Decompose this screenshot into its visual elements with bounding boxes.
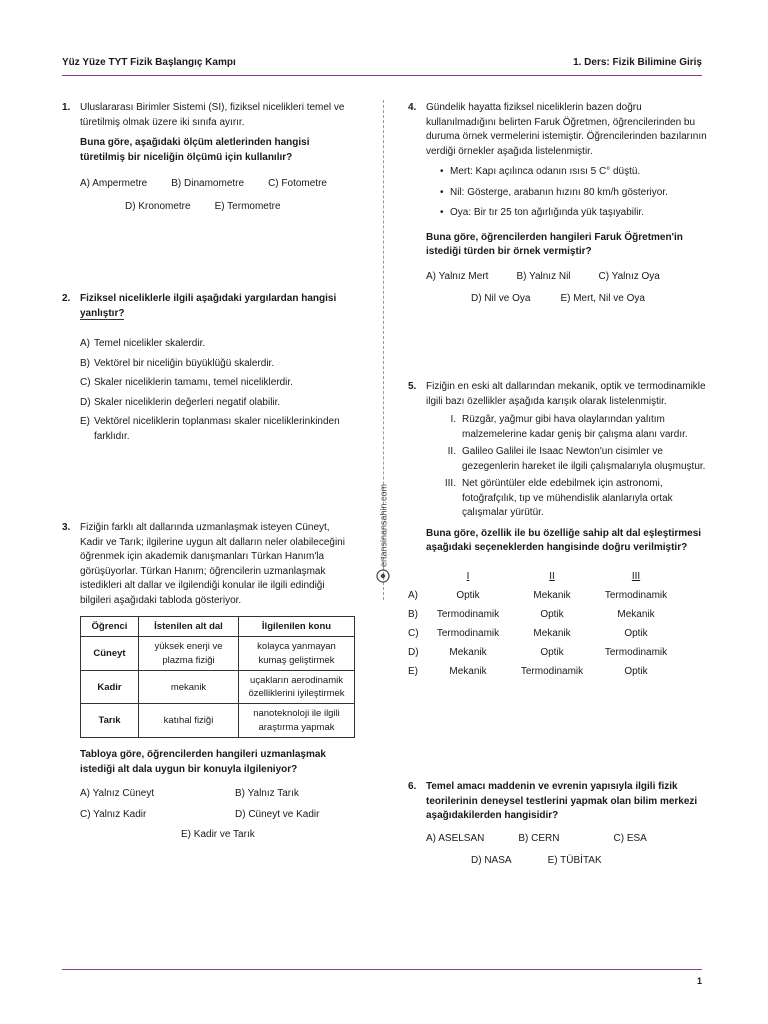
option-b[interactable]: B) CERN [518,832,560,844]
column-header: III [631,570,641,582]
option-d[interactable]: D) NASA [471,855,512,866]
option-c[interactable]: C) Yalnız Kadir [80,808,147,820]
option-label: E) [80,416,90,427]
question-intro: Uluslararası Birimler Sistemi (SI), fiziksel nicelikleri temel ve türetilmiş olmak üzere iki sınıfa ayırır. [80,102,345,128]
option-c[interactable]: C) Yalnız Oya [598,270,660,282]
option-a[interactable]: A) Ampermetre [80,178,148,189]
table-cell: uçakların aerodinamik özelliklerini iyileştirmek [239,670,355,704]
question-stem [80,292,352,321]
option-text: Skaler niceliklerin değerleri negatif olabilir. [94,396,281,408]
matching-header-row [408,568,698,587]
option-d[interactable] [408,644,698,663]
bullet-icon: • [440,186,444,198]
option-a[interactable]: A) Yalnız Cüneyt [80,788,155,800]
bullet-icon: • [440,207,444,218]
list-item-text: Rüzgâr, yağmur gibi hava olaylarından yalıtım malzemelerine kadar geniş bir çalışma alanı vardır. [462,414,688,440]
question-intro: Gündelik hayatta fiziksel niceliklerin bazen doğru kullanılmadığını belirten Faruk Öğretmen, öğrencilerinden bu duruma örnek vermelerini istemiştir. Öğrencilerinden bazılarının verdiği örnekler aşağıda listelenmiştir. [426,102,707,157]
info-table [80,616,355,738]
page-header [62,56,702,76]
header-course-title: Yüz Yüze TYT Fizik Başlangıç Kampı [62,57,236,68]
option-cell: Optik [456,589,480,601]
option-a[interactable]: A) ASELSAN [426,832,485,844]
question-stem: Buna göre, öğrencilerden hangileri Faruk Öğretmen'in istediği türden bir örnek vermiştir? [426,231,683,257]
question-5 [408,380,708,682]
table-row [81,637,355,671]
question-number: 5. [408,381,417,392]
option-cell: Termodinamik [436,627,500,639]
table-cell: yüksek enerji ve plazma fiziği [139,637,239,671]
option-b[interactable]: B) Yalnız Tarık [235,788,299,800]
list-item [440,206,708,221]
option-label: C) [80,377,91,388]
question-6 [408,780,708,869]
list-item [440,477,708,521]
option-cell: Optik [540,646,564,658]
option-text: Skaler niceliklerin tamamı, temel niceliklerdir. [94,377,293,388]
list-item-text: Nil: Gösterge, arabanın hızını 80 km/h gösteriyor. [450,186,668,198]
question-2 [62,292,352,449]
option-text: Vektörel niceliklerin toplanması skaler niceliklerinkinden farklıdır. [94,416,340,442]
table-cell: nanoteknoloji ile ilgili araştırma yapmak [239,704,355,738]
option-label: B) [80,357,90,369]
table-cell: katıhal fiziği [139,704,239,738]
list-item [440,186,708,201]
option-cell: Optik [540,608,564,620]
table-cell: kolayca yanmayan kumaş geliştirmek [239,637,355,671]
table-row [81,704,355,738]
option-text: Vektörel bir niceliğin büyüklüğü skalerdir. [94,357,275,369]
option-cell: Optik [624,665,648,677]
option-d[interactable]: D) Cüneyt ve Kadir [235,808,320,820]
question-stem: Buna göre, özellik ile bu özelliğe sahip alt dal eşleştirmesi aşağıdaki seçeneklerden hangisinde doğru verilmiştir? [426,527,702,553]
option-d[interactable]: D) Nil ve Oya [471,293,531,304]
question-number: 6. [408,781,417,792]
table-cell: Cüneyt [81,637,139,671]
feature-list [440,413,708,521]
matching-options [408,568,698,682]
option-c[interactable] [80,376,352,391]
option-e[interactable]: E) Termometre [214,200,281,212]
question-intro: Fiziğin farklı alt dallarında uzmanlaşmak isteyen Cüneyt, Kadir ve Tarık; ilgilerine uygun alt dalların neler olabileceğini öğrenmek için akademik danışmanları Türkan Hanım'la görüşüyorlar. Türkan Hanım; öğrencilerin uzmanlaşmak istedikleri alt dallar ve ilgilendiği konular ile ilgili edindiği bilgileri aşağıdaki tabloda gösteriyor. [80,522,345,606]
option-label: D) [80,396,91,408]
list-item-number: II. [447,446,456,457]
example-list [440,165,708,221]
option-c[interactable] [408,625,698,644]
list-item [440,445,708,474]
list-item [440,413,708,442]
option-d[interactable]: D) Kronometre [125,200,191,212]
question-stem: Tabloya göre, öğrencilerden hangileri uzmanlaşmak istediği alt dala uygun bir konuyla ilgileniyor? [80,749,326,775]
option-e[interactable] [80,415,352,444]
option-cell: Mekanik [617,608,655,620]
list-item-number: I. [450,414,456,425]
option-cell: Mekanik [449,665,487,677]
option-label: C) [408,627,419,639]
option-e[interactable]: E) Kadir ve Tarık [181,829,255,841]
column-header: II [549,570,555,582]
option-cell: Mekanik [533,589,571,601]
table-header: İlgilenilen konu [239,617,355,637]
question-number: 1. [62,102,71,113]
table-row [81,670,355,704]
option-c[interactable]: C) ESA [613,832,647,844]
question-intro: Fiziğin en eski alt dallarından mekanik, optik ve termodinamikle ilgili bazı özellikler aşağıda karışık olarak listelenmiştir. [426,381,706,407]
option-a[interactable] [408,587,698,606]
question-stem-text: Fiziksel niceliklerle ilgili aşağıdaki yargılardan hangisi [80,293,337,304]
list-item-text: Galileo Galilei ile Isaac Newton'un cisimler ve gezegenlerin hareket ile ilgili çalışmalarıyla oluşmuştur. [462,446,706,472]
question-stem-negation: yanlıştır? [80,307,125,319]
option-label: D) [408,646,419,658]
option-e[interactable] [408,663,698,682]
option-a[interactable]: A) Yalnız Mert [426,270,489,282]
column-header: I [466,570,470,582]
footer-divider [62,969,702,970]
option-e[interactable]: E) Mert, Nil ve Oya [560,293,645,304]
question-number: 4. [408,102,417,113]
table-header: Öğrenci [81,617,139,637]
watermark-text: ertansinansahin.com [378,483,389,567]
option-cell: Termodinamik [604,646,668,658]
option-label: B) [408,608,418,620]
option-cell: Optik [624,627,648,639]
list-item-number: III. [444,478,456,489]
page-number: 1 [696,976,702,986]
option-text: Temel nicelikler skalerdir. [94,338,206,349]
option-cell: Mekanik [449,646,487,658]
question-stem: Temel amacı maddenin ve evrenin yapısıyla ilgili fizik teorilerinin deneysel testlerini yapmak olan bilim merkezi aşağıdakilerden hangisidir? [426,781,698,821]
option-c[interactable]: C) Fotometre [268,178,327,189]
table-header-row [81,617,355,637]
option-b[interactable] [408,606,698,625]
header-lesson-title: 1. Ders: Fizik Bilimine Giriş [573,57,702,68]
list-item [440,165,708,180]
table-cell: Tarık [81,704,139,738]
watermark [374,440,392,585]
list-item-text: Oya: Bir tır 25 ton ağırlığında yük taşıyabilir. [450,207,644,218]
option-cell: Termodinamik [604,589,668,601]
question-4 [408,101,708,307]
question-3 [62,521,352,843]
question-number: 3. [62,522,71,533]
option-b[interactable] [80,357,352,372]
question-stem: Buna göre, aşağıdaki ölçüm aletlerinden hangisi türetilmiş bir niceliğin ölçümü için kullanılır? [80,137,310,163]
table-cell: mekanik [139,670,239,704]
option-d[interactable] [80,396,352,411]
option-a[interactable] [80,337,352,352]
table-cell: Kadir [81,670,139,704]
option-label: E) [408,665,418,677]
option-b[interactable]: B) Dinamometre [171,178,245,189]
question-number: 2. [62,293,71,304]
option-label: A) [408,589,418,601]
option-label: A) [80,338,90,349]
list-item-text: Mert: Kapı açılınca odanın ısısı 5 C° düştü. [450,166,641,177]
table-header: İstenilen alt dal [139,617,239,637]
question-1 [62,101,352,214]
list-item-text: Net görüntüler elde edebilmek için astronomi, fotoğrafçılık, tıp ve mühendislik alanlarıyla ortak çalışmalar yürütür. [462,478,673,518]
option-b[interactable]: B) Yalnız Nil [516,270,571,282]
option-cell: Termodinamik [520,665,584,677]
bullet-icon: • [440,166,444,177]
option-cell: Mekanik [533,627,571,639]
option-e[interactable]: E) TÜBİTAK [547,855,602,866]
option-cell: Termodinamik [436,608,500,620]
